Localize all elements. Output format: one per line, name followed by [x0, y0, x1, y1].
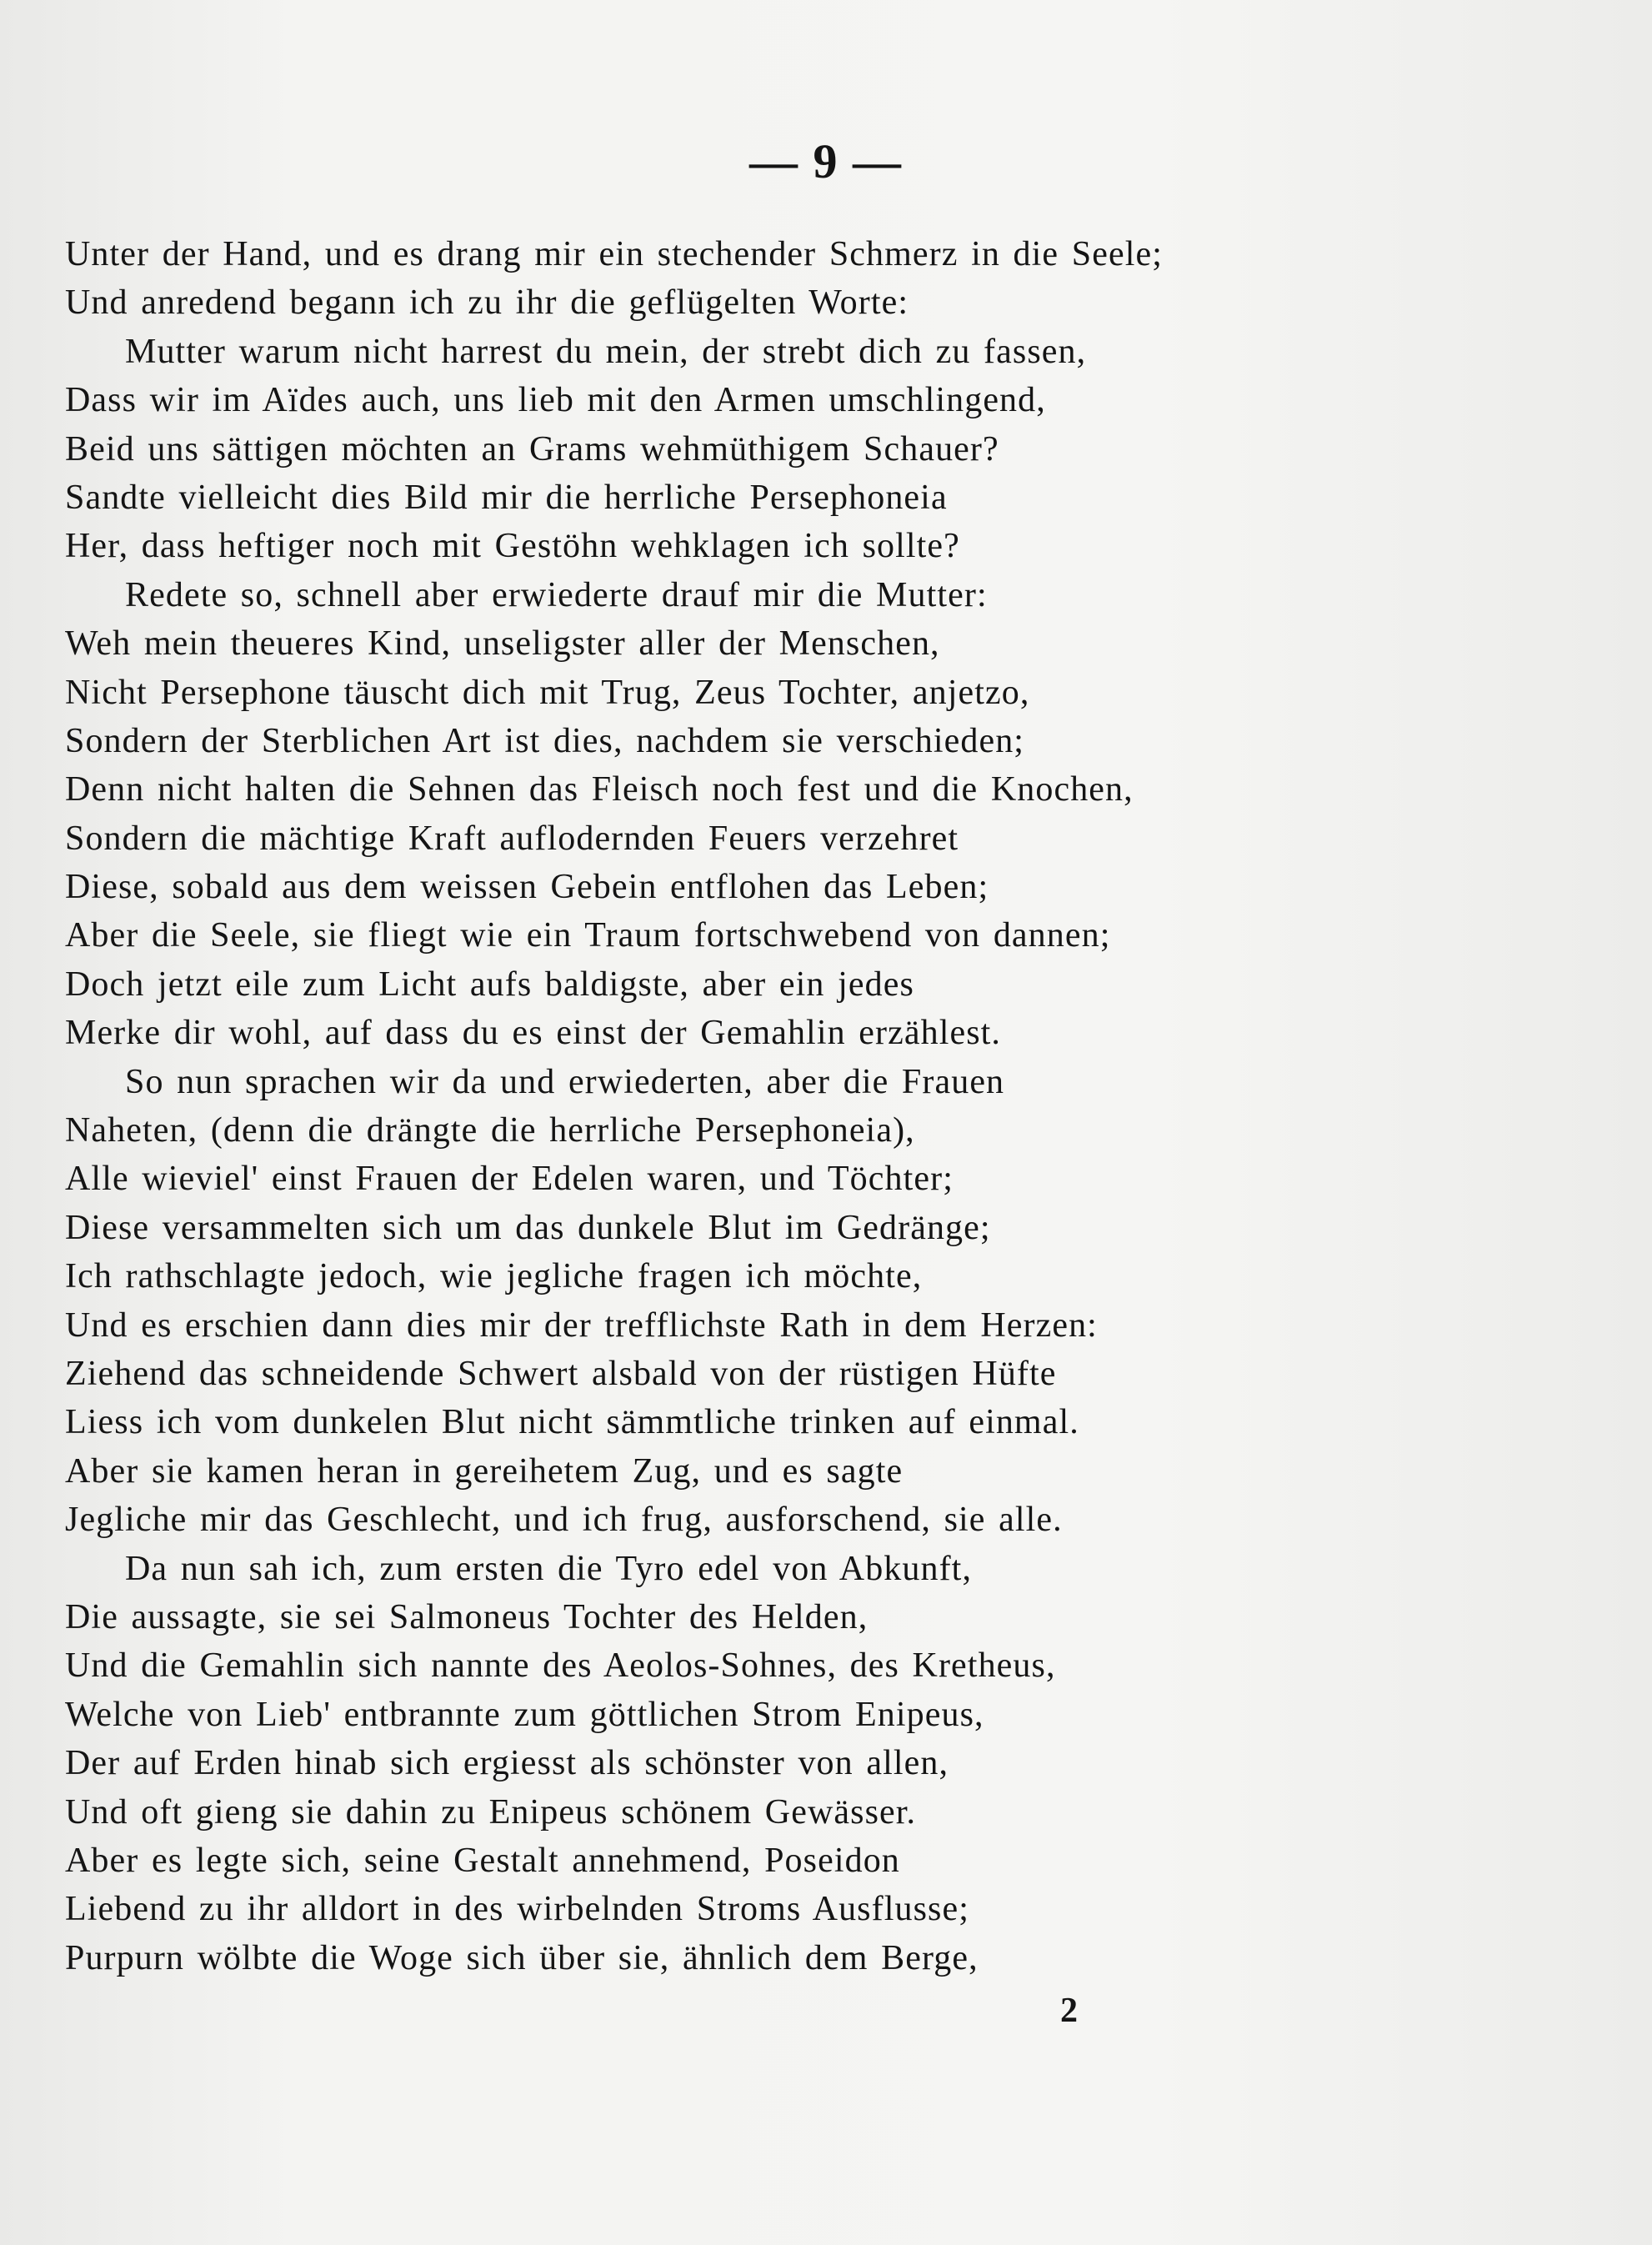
- verse-line: Nicht Persephone täuscht dich mit Trug, Zeus Tochter, anjetzo,: [65, 673, 1030, 712]
- verse-line: Welche von Lieb' entbrannte zum göttlichen Strom Enipeus,: [65, 1695, 984, 1734]
- verse-line: Her, dass heftiger noch mit Gestöhn wehklagen ich sollte?: [65, 527, 960, 566]
- verse-line: Aber die Seele, sie fliegt wie ein Traum fortschwebend von dannen;: [65, 916, 1111, 955]
- verse-line: Purpurn wölbte die Woge sich über sie, ähnlich dem Berge,: [65, 1938, 979, 1977]
- verse-line: Und die Gemahlin sich nannte des Aeolos-Sohnes, des Kretheus,: [65, 1646, 1056, 1686]
- verse-line: So nun sprachen wir da und erwiederten, aber die Frauen: [125, 1062, 1005, 1101]
- verse-line: Da nun sah ich, zum ersten die Tyro edel von Abkunft,: [125, 1549, 973, 1588]
- verse-line: Beid uns sättigen möchten an Grams wehmüthigem Schauer?: [65, 429, 999, 469]
- verse-line: Und oft gieng sie dahin zu Enipeus schönem Gewässer.: [65, 1792, 917, 1832]
- verse-line: Redete so, schnell aber erwiederte drauf mir die Mutter:: [125, 575, 988, 614]
- verse-line: Naheten, (denn die drängte die herrliche Persephoneia),: [65, 1111, 915, 1150]
- verse-line: Sondern der Sterblichen Art ist dies, nachdem sie verschieden;: [65, 721, 1025, 760]
- verse-line: Dass wir im Aïdes auch, uns lieb mit den Armen umschlingend,: [65, 381, 1046, 420]
- verse-line: Weh mein theueres Kind, unseligster aller der Menschen,: [65, 624, 940, 664]
- verse-line: Aber es legte sich, seine Gestalt annehmend, Poseidon: [65, 1841, 900, 1880]
- verse-line: Unter der Hand, und es drang mir ein stechender Schmerz in die Seele;: [65, 235, 1163, 273]
- signature-mark: 2: [1060, 1992, 1078, 2030]
- verse-line: Sandte vielleicht dies Bild mir die herrliche Persephoneia: [65, 478, 948, 517]
- verse-line: Ich rathschlagte jedoch, wie jegliche fragen ich möchte,: [65, 1257, 923, 1296]
- verse-line: Sondern die mächtige Kraft auflodernden Feuers verzehret: [65, 819, 959, 858]
- verse-line: Mutter warum nicht harrest du mein, der strebt dich zu fassen,: [125, 332, 1087, 371]
- verse-line: Liebend zu ihr alldort in des wirbelnden Stroms Ausflusse;: [65, 1890, 969, 1929]
- page-number: — 9 —: [749, 134, 903, 188]
- verse-line: Ziehend das schneidende Schwert alsbald von der rüstigen Hüfte: [65, 1354, 1057, 1393]
- verse-line: Diese, sobald aus dem weissen Gebein entflohen das Leben;: [65, 868, 989, 907]
- verse-line: Und anredend begann ich zu ihr die geflügelten Worte:: [65, 283, 909, 323]
- verse-line: Diese versammelten sich um das dunkele Blut im Gedränge;: [65, 1208, 991, 1247]
- verse-line: Der auf Erden hinab sich ergiesst als schönster von allen,: [65, 1744, 949, 1783]
- verse-line: Denn nicht halten die Sehnen das Fleisch noch fest und die Knochen,: [65, 770, 1134, 809]
- verse-line: Aber sie kamen heran in gereihetem Zug, und es sagte: [65, 1451, 904, 1491]
- poem-text-block: [65, 230, 1365, 1982]
- verse-line: Und es erschien dann dies mir der trefflichste Rath in dem Herzen:: [65, 1305, 1098, 1345]
- verse-line: Doch jetzt eile zum Licht aufs baldigste, aber ein jedes: [65, 965, 914, 1004]
- verse-line: Merke dir wohl, auf dass du es einst der Gemahlin erzählest.: [65, 1014, 1002, 1053]
- verse-line: Liess ich vom dunkelen Blut nicht sämmtliche trinken auf einmal.: [65, 1403, 1079, 1442]
- verse-line: Alle wieviel' einst Frauen der Edelen waren, und Töchter;: [65, 1160, 954, 1199]
- verse-line: Die aussagte, sie sei Salmoneus Tochter des Helden,: [65, 1597, 869, 1636]
- verse-line: Jegliche mir das Geschlecht, und ich frug, ausforschend, sie alle.: [65, 1501, 1063, 1540]
